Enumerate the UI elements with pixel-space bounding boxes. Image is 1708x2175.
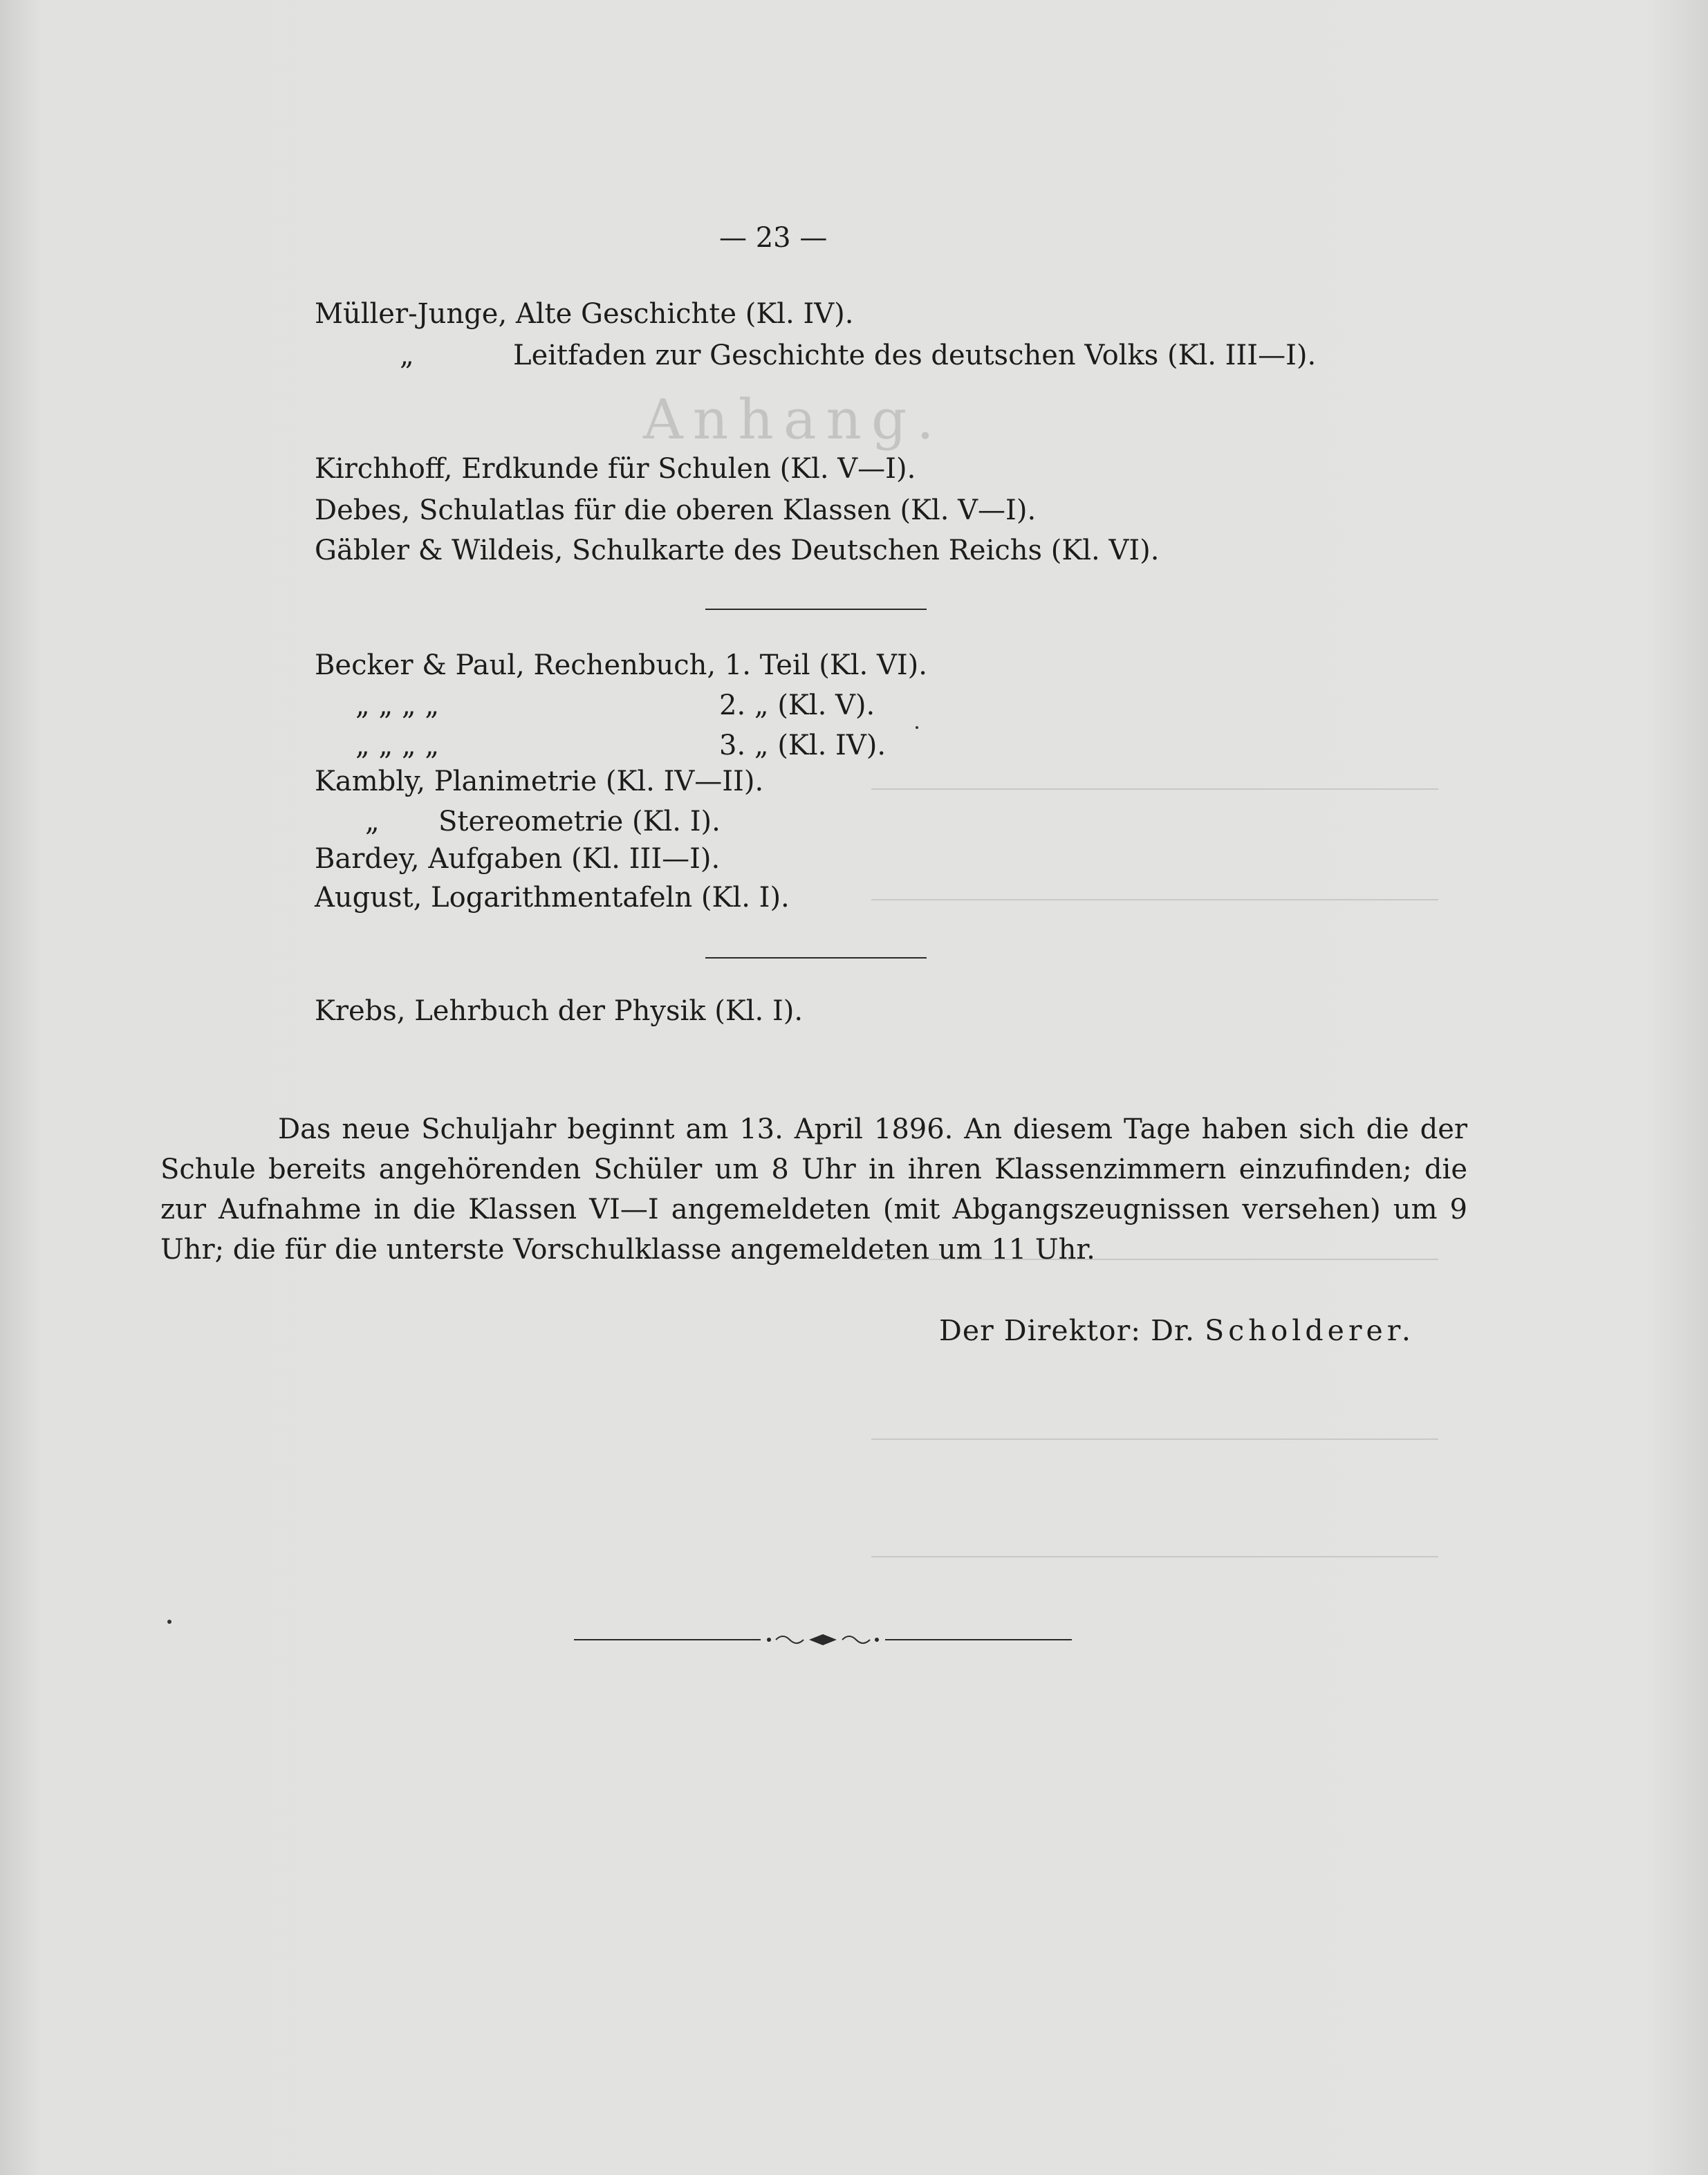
math-book-logarithmentafeln: August, Logarithmentafeln (Kl. I). — [315, 882, 790, 914]
math-book-aufgaben: Bardey, Aufgaben (Kl. III—I). — [315, 843, 721, 875]
math-book-planimetrie: Kambly, Planimetrie (Kl. IV—II). — [315, 766, 764, 797]
ditto-mark: „ — [400, 340, 414, 371]
math-book-rechenbuch-3: 3. „ (Kl. IV). — [719, 730, 887, 761]
signature-name: Scholderer. — [1205, 1314, 1415, 1347]
bleed-through-heading: Anhang. — [643, 387, 944, 452]
history-book-2: Leitfaden zur Geschichte des deutschen Volks (Kl. III—I). — [513, 340, 1317, 371]
geography-book-1: Kirchhoff, Erdkunde für Schulen (Kl. V—I). — [315, 453, 916, 485]
physics-book: Krebs, Lehrbuch der Physik (Kl. I). — [315, 995, 804, 1027]
bleed-through-line — [871, 1556, 1438, 1557]
section-divider — [705, 609, 927, 610]
bleed-through-line — [871, 1438, 1438, 1440]
director-signature — [939, 1314, 1415, 1347]
bleed-through-line — [871, 899, 1438, 900]
geography-book-3: Gäbler & Wildeis, Schulkarte des Deutschen Reichs (Kl. VI). — [315, 535, 1160, 566]
bleed-through-line — [871, 788, 1438, 790]
geography-book-2: Debes, Schulatlas für die oberen Klassen (Kl. V—I). — [315, 494, 1037, 526]
section-divider — [705, 957, 927, 959]
history-book-1: Müller-Junge, Alte Geschichte (Kl. IV). — [315, 298, 854, 330]
print-speck — [916, 726, 918, 729]
page-number: — 23 — — [719, 222, 828, 254]
ditto-marks: „ „ „ „ — [355, 730, 440, 761]
math-book-rechenbuch-2: 2. „ (Kl. V). — [719, 689, 875, 721]
math-book-rechenbuch-1: Becker & Paul, Rechenbuch, 1. Teil (Kl. VI). — [315, 649, 927, 681]
closing-ornament — [574, 1629, 1072, 1650]
ditto-mark: „ — [365, 806, 380, 837]
print-speck — [167, 1620, 171, 1624]
school-year-announcement: Das neue Schuljahr beginnt am 13. April 1896. An diesem Tage haben sich die der Schule bereits angehörenden Schüler um 8 Uhr in ihren Klassenzimmern einzufinden; die zur Aufnahme in die Klassen VI—I angemeldeten (mit Abgangszeugnissen versehen) um 9 Uhr; die für die unterste Vorschulklasse angemeldeten um 11 Uhr. — [160, 1113, 1467, 1266]
math-book-stereometrie: Stereometrie (Kl. I). — [438, 806, 721, 837]
ditto-marks: „ „ „ „ — [355, 689, 440, 721]
signature-label: Der Direktor: Dr. — [939, 1314, 1196, 1347]
